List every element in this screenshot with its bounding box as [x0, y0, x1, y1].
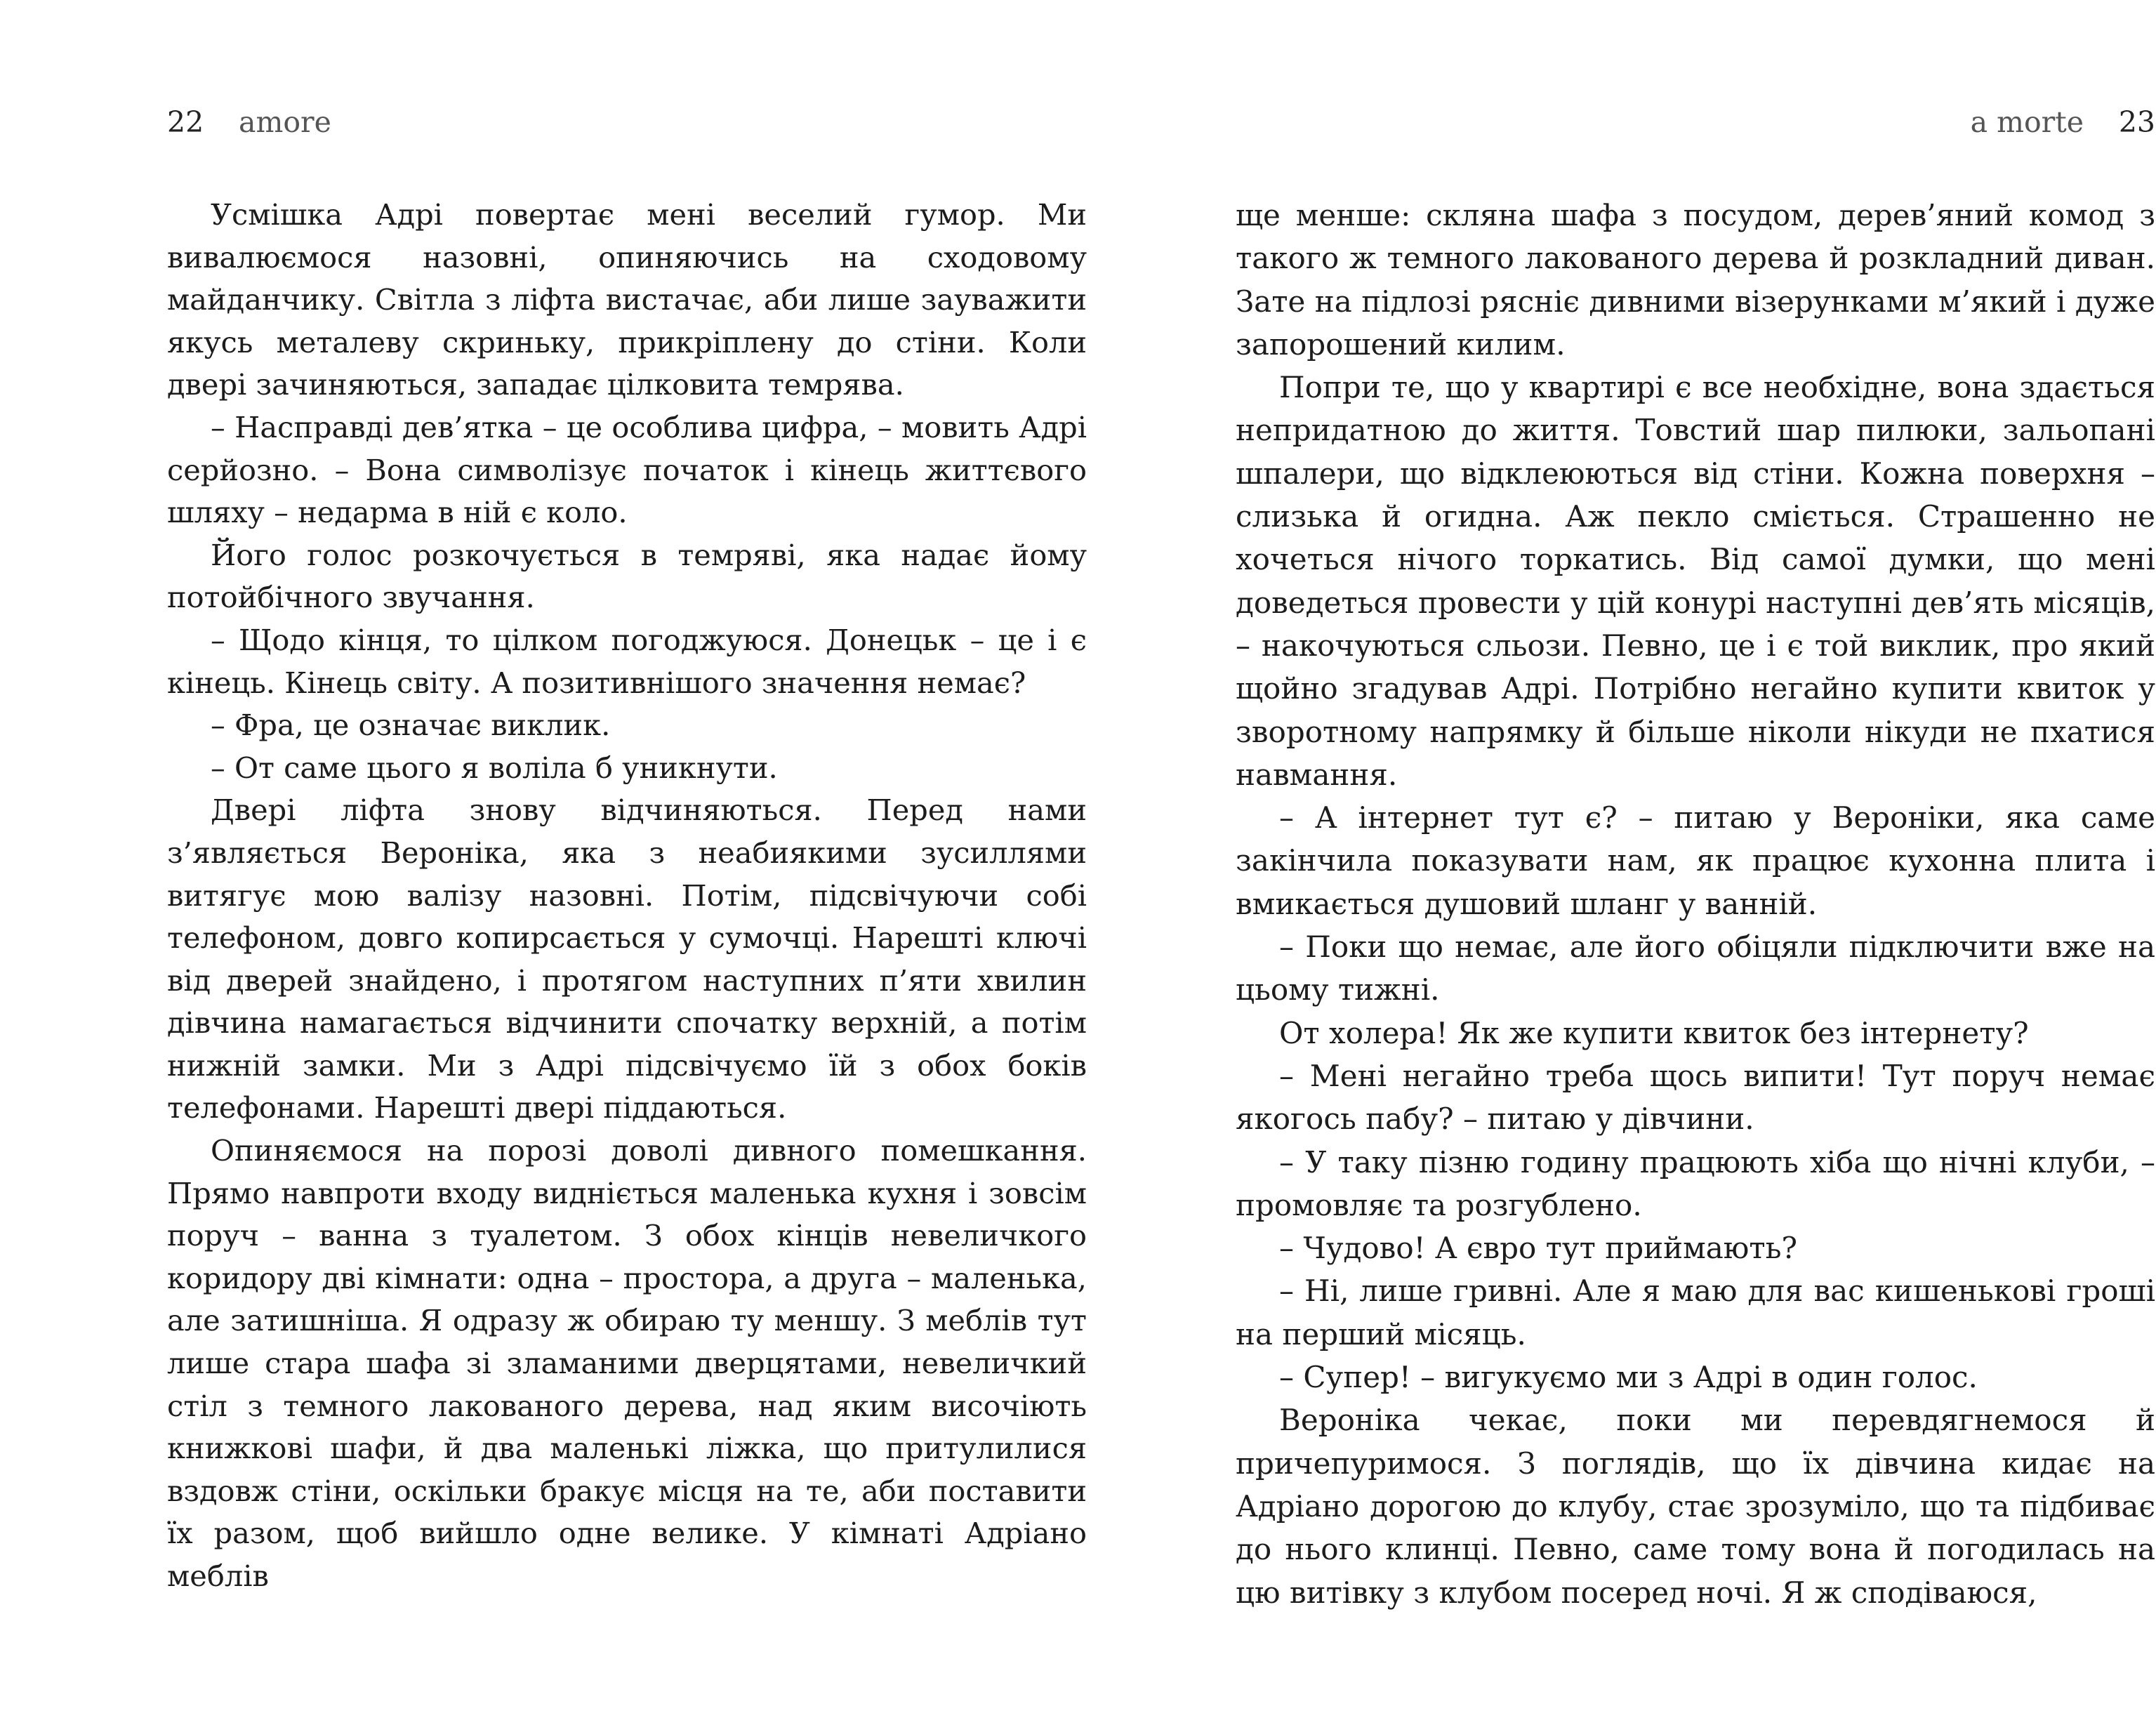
paragraph: Вероніка чекає, поки ми перевдягнемося й причепуримося. З поглядів, що їх дівчина кидає на Адріано дорогою до клубу, стає зрозуміло, що та підбиває до нього клинці. Певно, саме тому вона й погодилась на цю витівку з клубом посеред ночі. Я ж сподіваюся,	[1236, 1403, 2155, 1610]
paragraph: – Поки що немає, але його обіцяли підключити вже на цьому тижні.	[1236, 930, 2155, 1007]
paragraph: – От саме цього я воліла б уникнути.	[211, 750, 778, 785]
paragraph: – Фра, це означає виклик.	[211, 708, 611, 743]
left-page-number: 22	[167, 105, 204, 139]
right-page-body	[1236, 194, 2155, 1614]
paragraph: – Щодо кінця, то цілком погоджуюся. Донецьк – це і є кінець. Кінець світу. А позитивнішого значення немає?	[167, 622, 1087, 700]
paragraph: – Чудово! А євро тут приймають?	[1279, 1231, 1797, 1266]
paragraph: – Мені негайно треба щось випити! Тут поруч немає якогось пабу? – питаю у дівчини.	[1236, 1058, 2155, 1137]
paragraph: – А інтернет тут є? – питаю у Вероніки, яка саме закінчила показувати нам, як працює кухонна плита і вмикається душовий шланг у ванній.	[1236, 800, 2155, 921]
paragraph: – Супер! – вигукуємо ми з Адрі в один голос.	[1279, 1360, 1978, 1395]
paragraph: Його голос розкочується в темряві, яка надає йому потойбічного звучання.	[167, 537, 1087, 615]
right-page-number: 23	[2118, 105, 2155, 139]
continued-paragraph: ще менше: скляна шафа з посудом, дерев’яний комод з такого ж темного лакованого дерева й розкладний диван. Зате на підлозі рясніє дивними візерунками м’який і дуже запорошений килим.	[1236, 198, 2155, 362]
right-running-header	[1236, 103, 2155, 142]
left-running-header	[167, 103, 1087, 142]
paragraph: От холера! Як же купити квиток без інтернету?	[1279, 1015, 2029, 1050]
paragraph: – Насправді дев’ятка – це особлива цифра, – мовить Адрі серйозно. – Вона символізує початок і кінець життєвого шляху – недарма в ній є коло.	[167, 409, 1087, 530]
left-page	[167, 0, 1087, 1725]
left-page-body	[167, 194, 1087, 1598]
paragraph: Опиняємося на порозі доволі дивного помешкання. Прямо навпроти входу видніється маленька кухня і зовсім поруч – ванна з туалетом. З обох кінців невеличкого коридору дві кімнати: одна – простора, а друга – маленька, але затишніша. Я одразу ж обираю ту меншу. З меблів тут лише стара шафа зі зламаними дверцятами, невеличкий стіл з темного лакованого дерева, над яким височіють книжкові шафи, й два маленькі ліжка, що притулилися вздовж стіни, оскільки бракує місця на те, аби поставити їх разом, щоб вийшло одне велике. У кімнаті Адріано меблів	[167, 1133, 1087, 1593]
left-running-head: amore	[239, 105, 331, 139]
paragraph: – Ні, лише гривні. Але я маю для вас кишенькові гроші на перший місяць.	[1236, 1274, 2155, 1351]
paragraph: Попри те, що у квартирі є все необхідне, вона здається непридатною до життя. Товстий шар пилюки, зальопані шпалери, що відклеюються від стіни. Кожна поверхня – слизька й огидна. Аж пекло сміється. Страшенно не хочеться нічого торкатись. Від самої думки, що мені доведеться провести у цій конурі наступні дев’ять місяців, – накочуються сльози. Певно, це і є той виклик, про який щойно згадував Адрі. Потрібно негайно купити квиток у зворотному напрямку й більше ніколи нікуди не пхатися навмання.	[1236, 370, 2155, 792]
paragraph: Усмішка Адрі повертає мені веселий гумор. Ми вивалюємося назовні, опиняючись на сходовому майданчику. Світла з ліфта вистачає, аби лише зауважити якусь металеву скриньку, прикріплену до стіни. Коли двері зачиняються, западає цілковита темрява.	[167, 197, 1087, 402]
paragraph: Двері ліфта знову відчиняються. Перед нами з’являється Вероніка, яка з неабиякими зусиллями витягує мою валізу назовні. Потім, підсвічуючи собі телефоном, довго копирсається у сумочці. Нарешті ключі від дверей знайдено, і протягом наступних п’яти хвилин дівчина намагається відчинити спочатку верхній, а потім нижній замки. Ми з Адрі підсвічуємо їй з обох боків телефонами. Нарешті двері піддаються.	[167, 793, 1087, 1125]
right-page	[1236, 0, 2155, 1725]
right-running-head: a morte	[1970, 105, 2084, 139]
paragraph: – У таку пізню годину працюють хіба що нічні клуби, – промовляє та розгублено.	[1236, 1144, 2155, 1222]
